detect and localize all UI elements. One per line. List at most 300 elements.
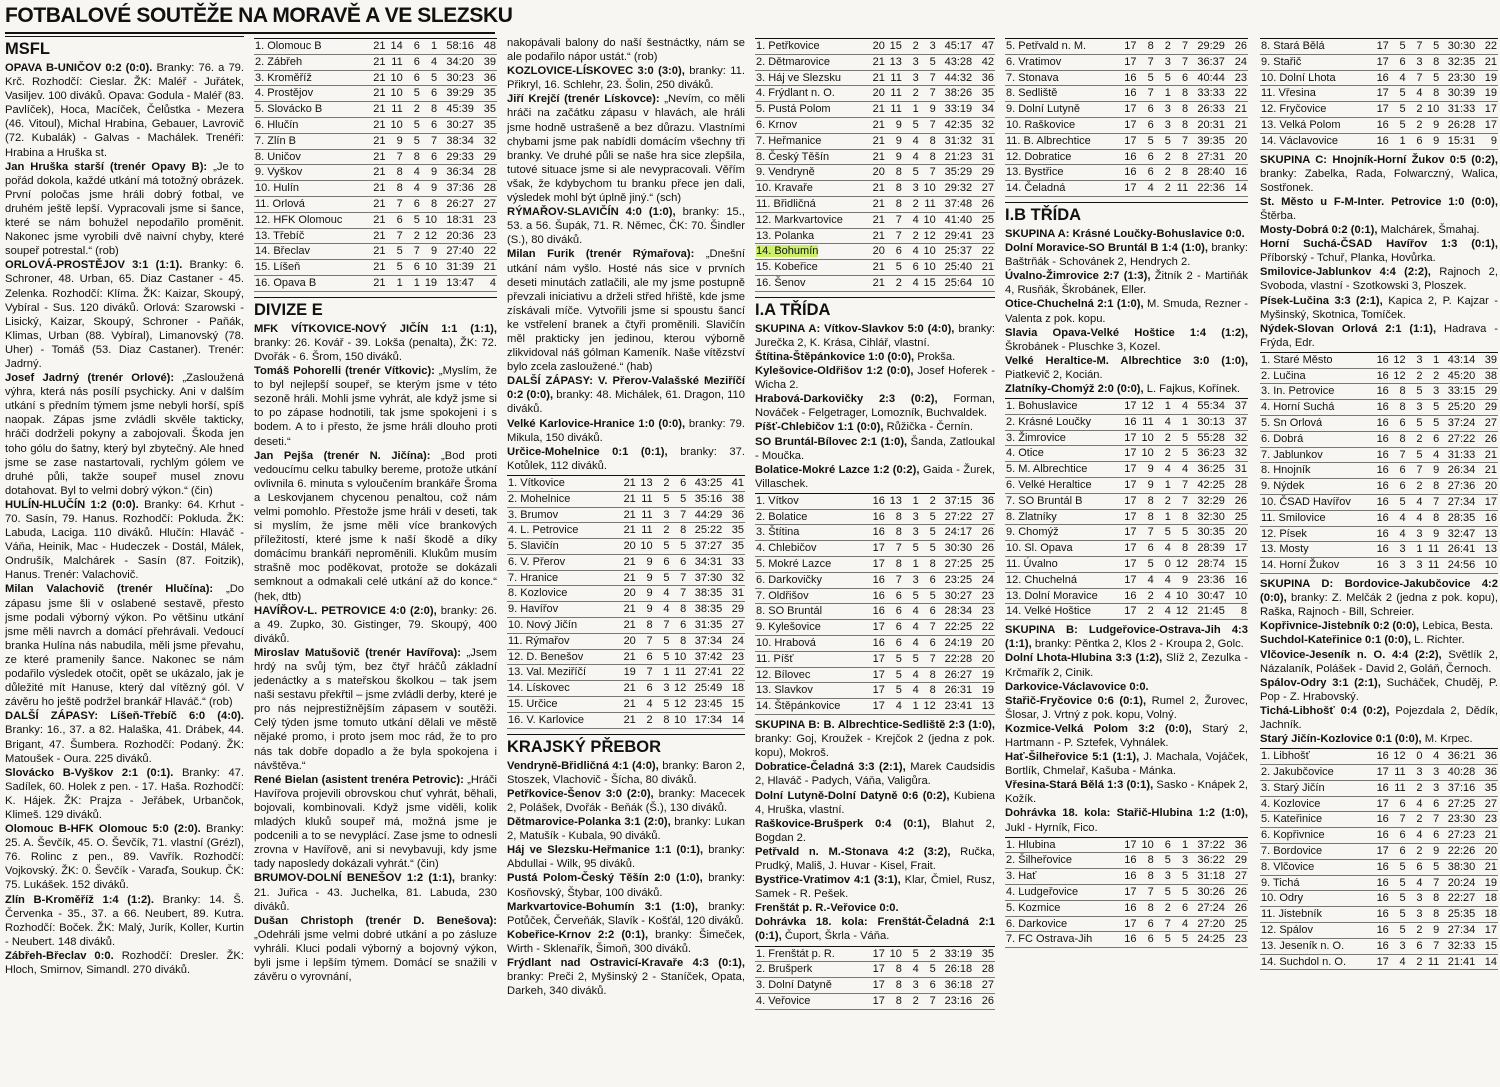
- stat-cell: 17: [1120, 885, 1137, 901]
- stat-cell: 29: [1476, 384, 1498, 400]
- team-name: 3. Dolní Datyně: [755, 978, 869, 994]
- stat-cell: 21: [369, 133, 386, 149]
- stat-cell: 32:30: [1189, 509, 1226, 525]
- stat-cell: 17: [1120, 39, 1137, 55]
- match-text: M. Smuda, Rezner - Valenta z pok. kopu.: [1005, 298, 1248, 325]
- stat-cell: 7: [637, 633, 654, 649]
- stat-cell: 26:33: [1189, 102, 1226, 118]
- stat-cell: 12: [1172, 557, 1189, 573]
- stat-cell: 30:26: [1189, 885, 1226, 901]
- stat-cell: 19: [620, 665, 637, 681]
- stat-cell: 29:32: [937, 181, 973, 197]
- stat-cell: 2: [404, 102, 421, 118]
- stat-cell: 3: [1172, 853, 1189, 869]
- stat-cell: 7: [886, 228, 903, 244]
- table-row: [1005, 133, 1248, 149]
- stat-cell: 23: [973, 228, 995, 244]
- stat-cell: 7: [1390, 447, 1407, 463]
- column-5: [1005, 36, 1248, 1084]
- team-name: 2. Mohelnice: [507, 491, 620, 507]
- stat-cell: 5: [1155, 525, 1172, 541]
- stat-cell: 26: [973, 993, 995, 1009]
- stat-cell: 2: [1423, 368, 1440, 384]
- team-name: 5. Pustá Polom: [755, 102, 869, 118]
- stat-cell: 26:28: [1440, 117, 1476, 133]
- stat-cell: 5: [654, 649, 671, 665]
- match-headline: Slavia Opava-Velké Hoštice 1:4 (1:2),: [1005, 326, 1248, 339]
- match-text: Pojezdala 2, Dědík, Jachník.: [1260, 704, 1498, 731]
- stat-cell: 15: [1476, 938, 1498, 954]
- stat-cell: 37:27: [687, 539, 723, 555]
- match-headline: Starý Jičín-Kozlovice 0:1 (0:0),: [1260, 733, 1422, 746]
- stat-cell: 25:22: [687, 523, 723, 539]
- team-name: 8. Kozlovice: [507, 586, 620, 602]
- stat-cell: 17: [1373, 954, 1390, 970]
- stat-cell: 17: [1120, 493, 1137, 509]
- stat-cell: 8: [886, 557, 903, 573]
- team-name: 14. Čeladná: [1005, 181, 1120, 197]
- stat-cell: 37:42: [687, 649, 723, 665]
- team-name: 6. Kopřivnice: [1260, 828, 1373, 844]
- table-row: [507, 681, 745, 697]
- table-row: [755, 149, 995, 165]
- team-name: 1. Petřkovice: [755, 39, 869, 55]
- stat-cell: 15: [920, 275, 937, 291]
- stat-cell: 6: [1172, 900, 1189, 916]
- match-headline: Velké Karlovice-Hranice 1:0 (0:0),: [507, 417, 686, 430]
- stat-cell: 32: [475, 133, 497, 149]
- table-row: [755, 39, 995, 55]
- stat-cell: 17: [1476, 922, 1498, 938]
- stat-cell: 6: [637, 649, 654, 665]
- team-name: 7. Heřmanice: [755, 133, 869, 149]
- table-row: [507, 649, 745, 665]
- stat-cell: 14: [723, 712, 745, 728]
- stat-cell: 3: [1390, 542, 1407, 558]
- table-row: [1005, 853, 1248, 869]
- stat-cell: 36: [973, 70, 995, 86]
- table-row: [755, 667, 995, 683]
- stat-cell: 7: [1138, 86, 1155, 102]
- table-row: [755, 962, 995, 978]
- stat-cell: 4: [1155, 572, 1172, 588]
- stat-cell: 19: [973, 683, 995, 699]
- stat-cell: 16: [1373, 368, 1390, 384]
- match-text: branky: Šimeček, Wirth - Sklenařík, Šimoň, 300 diváků.: [507, 928, 745, 955]
- team-name: 13. Třebíč: [254, 228, 369, 244]
- match-text: „Odehráli jsme velmi dobré utkání a po zásluze vyhráli. Kluci podali výborný a bojovný výkon, byli jsme i lepším týmem. Domácí se snažili v závěru o vyrovnání,: [254, 928, 497, 984]
- stat-cell: 6: [920, 636, 937, 652]
- column-1: [5, 36, 244, 1084]
- table-row: [1260, 843, 1498, 859]
- team-name: 5. Slovácko B: [254, 102, 369, 118]
- match-report: [1005, 227, 1248, 241]
- stat-cell: 12: [670, 697, 687, 713]
- team-name: 6. Krnov: [755, 117, 869, 133]
- match-headline: Slovácko B-Vyškov 2:1 (0:1).: [5, 766, 174, 779]
- stat-cell: 17: [1226, 541, 1248, 557]
- match-report: [755, 873, 995, 901]
- stat-cell: 8: [1172, 509, 1189, 525]
- stat-cell: 3: [903, 572, 920, 588]
- stat-cell: 27: [475, 196, 497, 212]
- stat-cell: 23: [1476, 812, 1498, 828]
- table-row: [755, 525, 995, 541]
- stat-cell: 36: [1476, 764, 1498, 780]
- stat-cell: 8: [421, 196, 438, 212]
- match-report: [755, 420, 995, 434]
- table-row: [254, 228, 497, 244]
- stat-cell: 39: [1476, 352, 1498, 368]
- section-heading: I.A TŘÍDA: [755, 297, 995, 320]
- stat-cell: 28: [1226, 478, 1248, 494]
- stat-cell: 36:22: [1189, 853, 1226, 869]
- stat-cell: 2: [886, 275, 903, 291]
- table-row: [507, 554, 745, 570]
- team-name: 1. Libhošť: [1260, 749, 1373, 765]
- match-headline: Píšť-Chlebičov 1:1 (0:0),: [755, 421, 884, 434]
- stat-cell: 20: [1226, 149, 1248, 165]
- match-report: [5, 160, 244, 259]
- table-row: [1260, 542, 1498, 558]
- stat-cell: 3: [1407, 400, 1424, 416]
- team-name: 9. Havířov: [507, 602, 620, 618]
- stat-cell: 6: [1423, 828, 1440, 844]
- team-name: 1. Frenštát p. R.: [755, 946, 869, 962]
- stat-cell: 11: [1390, 764, 1407, 780]
- stat-cell: 2: [1407, 102, 1424, 118]
- stat-cell: 4: [903, 133, 920, 149]
- stat-cell: 26: [973, 525, 995, 541]
- match-report: [254, 914, 497, 984]
- stat-cell: 16: [1373, 495, 1390, 511]
- stat-cell: 21: [620, 618, 637, 634]
- stat-cell: 7: [920, 165, 937, 181]
- stat-cell: 7: [1138, 885, 1155, 901]
- match-text: branky: 26. a 49. Zupko, 30. Gistinger, 79. Skoupý, 400 diváků.: [254, 604, 497, 645]
- match-headline: Hrabová-Darkovičky 2:3 (0:2),: [755, 393, 938, 406]
- stat-cell: 22:36: [1189, 181, 1226, 197]
- team-name: 10. Odry: [1260, 891, 1373, 907]
- stat-cell: 21: [620, 697, 637, 713]
- team-name: 2. Jakubčovice: [1260, 764, 1373, 780]
- match-report: [507, 374, 745, 416]
- team-name: 1. Staré Město: [1260, 352, 1373, 368]
- match-report: [1260, 237, 1498, 265]
- stat-cell: 5: [1390, 39, 1407, 55]
- stat-cell: 20: [620, 586, 637, 602]
- stat-cell: 38: [723, 491, 745, 507]
- table-row: [1260, 780, 1498, 796]
- match-report: [1260, 223, 1498, 237]
- stat-cell: 6: [886, 588, 903, 604]
- stat-cell: 23: [475, 228, 497, 244]
- table-row: [1260, 431, 1498, 447]
- team-name: 9. Dolní Lutyně: [1005, 102, 1120, 118]
- team-name: 11. B. Albrechtice: [1005, 133, 1120, 149]
- stat-cell: 25: [1226, 916, 1248, 932]
- team-name: 7. Jablunkov: [1260, 447, 1373, 463]
- stat-cell: 35: [723, 539, 745, 555]
- stat-cell: 5: [1138, 70, 1155, 86]
- match-report: [1005, 722, 1248, 750]
- match-report: [1005, 241, 1248, 269]
- match-text: Sucháček, Chuděj, P. Pop - Z. Hrabovský.: [1260, 676, 1498, 703]
- table-row: [755, 651, 995, 667]
- stat-cell: 2: [1138, 604, 1155, 620]
- stat-cell: 17: [1120, 916, 1137, 932]
- stat-cell: 17: [869, 651, 886, 667]
- stat-cell: 10: [920, 260, 937, 276]
- stat-cell: 24:56: [1440, 558, 1476, 574]
- match-headline: Tichá-Libhošť 0:4 (0:2),: [1260, 704, 1390, 717]
- stat-cell: 36: [475, 70, 497, 86]
- stat-cell: 13: [637, 475, 654, 491]
- stat-cell: 16: [1120, 149, 1137, 165]
- stat-cell: 4: [903, 275, 920, 291]
- stat-cell: 33:19: [937, 946, 973, 962]
- team-name: 11. Smilovice: [1260, 510, 1373, 526]
- stat-cell: 8: [387, 181, 404, 197]
- stat-cell: 3: [1423, 764, 1440, 780]
- stat-cell: 2: [1407, 954, 1424, 970]
- match-headline: SKUPINA D: Bordovice-Jakubčovice 4:2 (0:0),: [1260, 578, 1498, 605]
- stat-cell: 26: [1476, 431, 1498, 447]
- stat-cell: 5: [920, 525, 937, 541]
- stat-cell: 1: [1155, 509, 1172, 525]
- stat-cell: 3: [1423, 780, 1440, 796]
- match-report: [1005, 694, 1248, 722]
- match-text: branky: Potůček, Červeňák, Slavík - Košťál, 120 diváků.: [507, 900, 745, 927]
- stat-cell: 21: [620, 602, 637, 618]
- stat-cell: 13:47: [438, 275, 475, 291]
- stat-cell: 9: [1423, 526, 1440, 542]
- highlighted-team: 14. Bohumín: [756, 245, 819, 258]
- team-name: 6. Dobrá: [1260, 431, 1373, 447]
- match-report: [1260, 265, 1498, 293]
- team-name: 13. Velká Polom: [1260, 117, 1373, 133]
- stat-cell: 37:30: [687, 570, 723, 586]
- stat-cell: 21: [620, 491, 637, 507]
- team-name: 3. Žimrovice: [1005, 430, 1120, 446]
- stat-cell: 38:35: [687, 586, 723, 602]
- stat-cell: 17: [1120, 102, 1137, 118]
- stat-cell: 11: [637, 507, 654, 523]
- stat-cell: 4: [1138, 572, 1155, 588]
- stat-cell: 42:25: [1189, 478, 1226, 494]
- team-name: 3. In. Petrovice: [1260, 384, 1373, 400]
- stat-cell: 16: [1120, 165, 1137, 181]
- table-row: [507, 633, 745, 649]
- team-name: 11. Rýmařov: [507, 633, 620, 649]
- table-row: [755, 133, 995, 149]
- table-row: [755, 196, 995, 212]
- table-row: [1005, 572, 1248, 588]
- stat-cell: 4: [1407, 495, 1424, 511]
- stat-cell: 16: [1476, 510, 1498, 526]
- stat-cell: 3: [1155, 102, 1172, 118]
- stat-cell: 36:37: [1189, 54, 1226, 70]
- stat-cell: 27:25: [1440, 796, 1476, 812]
- stat-cell: 16: [1120, 853, 1137, 869]
- team-name: 13. Polanka: [755, 228, 869, 244]
- match-report: [1005, 680, 1248, 694]
- stat-cell: 26: [1226, 885, 1248, 901]
- stat-cell: 31:35: [687, 618, 723, 634]
- stat-cell: 23:30: [1440, 70, 1476, 86]
- match-text: „Myslím, že to byl nejlepší soupeř, se kterým jsme v této sezoně hráli. Mohli jsme vyhrát, ale když jsme si to po zápase hodnotili, tak jsme spokojeni i s bodem. A to i přesto, že jsme hráli dlouho proti deseti.“: [254, 365, 497, 448]
- table-row: [755, 683, 995, 699]
- match-text: J. Machala, Vojáček, Bortlík, Chmelař, Kašuba - Mánka.: [1005, 751, 1248, 778]
- stat-cell: 21: [369, 181, 386, 197]
- stat-cell: 2: [1407, 479, 1424, 495]
- stat-cell: 4: [886, 699, 903, 715]
- stat-cell: 16: [869, 509, 886, 525]
- stat-cell: 18: [1476, 907, 1498, 923]
- match-headline: Dušan Christoph (trenér D. Benešova):: [254, 914, 497, 927]
- stat-cell: 13: [1476, 542, 1498, 558]
- team-name: 8. Uničov: [254, 149, 369, 165]
- match-headline: Tomáš Pohorelli (trenér Vítkovic):: [254, 365, 435, 378]
- stat-cell: 21: [369, 275, 386, 291]
- team-name: 2. Dětmarovice: [755, 54, 869, 70]
- stat-cell: 7: [1423, 875, 1440, 891]
- stat-cell: 5: [903, 588, 920, 604]
- stat-cell: 5: [1172, 446, 1189, 462]
- stat-cell: 3: [1407, 764, 1424, 780]
- stat-cell: 35: [475, 102, 497, 118]
- match-report: [5, 949, 244, 977]
- match-report: [507, 815, 745, 843]
- stat-cell: 4: [421, 54, 438, 70]
- stat-cell: 25:49: [687, 681, 723, 697]
- match-headline: Jan Pejša (trenér N. Jičína):: [254, 449, 431, 462]
- stat-cell: 35:29: [937, 165, 973, 181]
- stat-cell: 1: [1423, 352, 1440, 368]
- team-name: 11. Úvalno: [1005, 557, 1120, 573]
- stat-cell: 10: [920, 212, 937, 228]
- match-headline: OPAVA B-UNIČOV 0:2 (0:0).: [5, 62, 153, 74]
- stat-cell: 1: [1155, 478, 1172, 494]
- stat-cell: 9: [1423, 843, 1440, 859]
- stat-cell: 35: [973, 86, 995, 102]
- table-row: [1005, 414, 1248, 430]
- team-name: 9. Nýdek: [1260, 479, 1373, 495]
- stat-cell: 47: [973, 39, 995, 55]
- stat-cell: 7: [920, 620, 937, 636]
- stat-cell: 20: [1226, 133, 1248, 149]
- table-row: [1005, 525, 1248, 541]
- stat-cell: 17: [1120, 541, 1137, 557]
- stat-cell: 10: [637, 539, 654, 555]
- section-heading: I.B TŘÍDA: [1005, 202, 1248, 225]
- table-row: [254, 244, 497, 260]
- stat-cell: 1: [404, 275, 421, 291]
- stat-cell: 9: [1423, 133, 1440, 149]
- stat-cell: 4: [1390, 954, 1407, 970]
- stat-cell: 20:24: [1440, 875, 1476, 891]
- stat-cell: 16: [1373, 558, 1390, 574]
- stat-cell: 11: [637, 491, 654, 507]
- match-headline: Markvartovice-Bohumín 3:1 (1:0),: [507, 900, 698, 913]
- stat-cell: 5: [654, 697, 671, 713]
- stat-cell: 5: [1138, 133, 1155, 149]
- stat-cell: 8: [1138, 900, 1155, 916]
- match-report: [254, 449, 497, 604]
- match-headline: Písek-Lučina 3:3 (2:1),: [1260, 294, 1383, 307]
- stat-cell: 30:39: [1440, 86, 1476, 102]
- stat-cell: 33: [723, 554, 745, 570]
- stat-cell: 2: [1155, 39, 1172, 55]
- stat-cell: 23:30: [1440, 812, 1476, 828]
- stat-cell: 10: [387, 86, 404, 102]
- stat-cell: 9: [1172, 572, 1189, 588]
- table-row: [1005, 165, 1248, 181]
- column-4: [755, 36, 995, 1084]
- team-name: 10. Raškovice: [1005, 117, 1120, 133]
- table-row: [254, 102, 497, 118]
- stat-cell: 10: [886, 946, 903, 962]
- stat-cell: 21: [369, 86, 386, 102]
- team-name: 5. Kozmice: [1005, 900, 1120, 916]
- stat-cell: 26: [1226, 900, 1248, 916]
- stat-cell: 8: [1226, 604, 1248, 620]
- stat-cell: 5: [1423, 39, 1440, 55]
- table-row: [1260, 400, 1498, 416]
- stat-cell: 10: [1138, 837, 1155, 853]
- stat-cell: 8: [654, 712, 671, 728]
- match-report: [507, 759, 745, 787]
- match-text: nakopávali balony do naší šestnáctky, nám se ale podařilo nápor ustát.“ (rob): [507, 37, 745, 64]
- stat-cell: 5: [1407, 384, 1424, 400]
- table-row: [507, 665, 745, 681]
- team-name: 13. Val. Meziříčí: [507, 665, 620, 681]
- team-name: 5. Mokré Lazce: [755, 557, 869, 573]
- stat-cell: 7: [920, 70, 937, 86]
- table-row: [254, 39, 497, 55]
- stat-cell: 21: [620, 554, 637, 570]
- stat-cell: 37:22: [1189, 837, 1226, 853]
- team-name: 13. Slavkov: [755, 683, 869, 699]
- stat-cell: 31:18: [1189, 869, 1226, 885]
- stat-cell: 4: [1423, 749, 1440, 765]
- stat-cell: 7: [1172, 39, 1189, 55]
- stat-cell: 22: [475, 244, 497, 260]
- stat-cell: 2: [1407, 812, 1424, 828]
- stat-cell: 7: [421, 133, 438, 149]
- stat-cell: 16: [1373, 749, 1390, 765]
- match-headline: Dohrávka 18. kola: Stařič-Hlubina 1:2 (1:0),: [1005, 807, 1248, 820]
- match-text: L. Richter.: [1411, 634, 1465, 647]
- stat-cell: 22:27: [1440, 891, 1476, 907]
- table-row: [755, 699, 995, 715]
- stat-cell: 1: [903, 557, 920, 573]
- match-headline: DALŠÍ ZÁPASY: Líšeň-Třebíč 6:0 (4:0).: [5, 710, 244, 723]
- stat-cell: 4: [903, 604, 920, 620]
- stat-cell: 17: [869, 683, 886, 699]
- stat-cell: 17: [1120, 462, 1137, 478]
- stat-cell: 10: [1138, 446, 1155, 462]
- team-name: 11. Břidličná: [755, 196, 869, 212]
- stat-cell: 30:23: [438, 70, 475, 86]
- league-table: [755, 946, 995, 1010]
- stat-cell: 42:35: [937, 117, 973, 133]
- stat-cell: 3: [654, 507, 671, 523]
- table-row: [755, 588, 995, 604]
- stat-cell: 4: [1172, 462, 1189, 478]
- stat-cell: 17: [1120, 133, 1137, 149]
- stat-cell: 8: [886, 962, 903, 978]
